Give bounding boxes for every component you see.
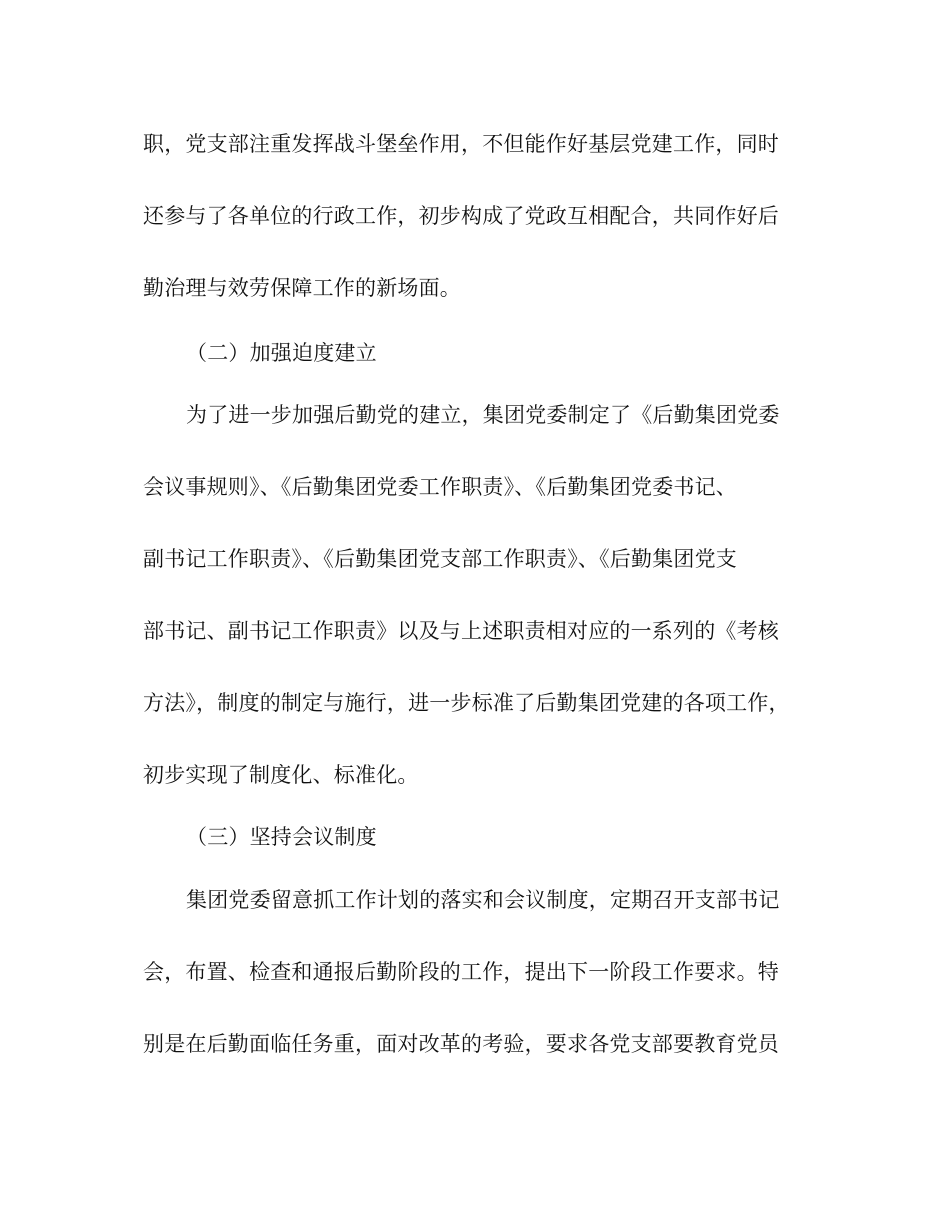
body-text-line: 副书记工作职责》、《后勤集团党支部工作职责》、《后勤集团党支 [143, 547, 737, 571]
body-text-line: 部书记、副书记工作职责》以及与上述职责相对应的一系列的《考核 [143, 619, 779, 643]
body-text-line: 别是在后勤面临任务重，面对改革的考验，要求各党支部要教育党员 [143, 1032, 779, 1056]
section-heading: （二）加强迫度建立 [186, 341, 377, 365]
body-text-line: 为了进一步加强后勤党的建立，集团党委制定了《后勤集团党委 [186, 403, 780, 427]
body-text-line: 会，布置、检查和通报后勤阶段的工作，提出下一阶段工作要求。特 [143, 960, 779, 984]
body-text-line: 还参与了各单位的行政工作，初步构成了党政互相配合，共同作好后 [143, 204, 779, 228]
body-text-line: 会议事规则》、《后勤集团党委工作职责》、《后勤集团党委书记、 [143, 475, 737, 499]
body-text-line: 勤治理与效劳保障工作的新场面。 [143, 276, 461, 300]
body-text-line: 初步实现了制度化、标准化。 [143, 763, 419, 787]
body-text-line: 集团党委留意抓工作计划的落实和会议制度，定期召开支部书记 [186, 888, 780, 912]
body-text-line: 职，党支部注重发挥战斗堡垒作用，不但能作好基层党建工作，同时 [143, 132, 779, 156]
body-text-line: 方法》，制度的制定与施行，进一步标准了后勤集团党建的各项工作， [143, 691, 790, 715]
section-heading: （三）坚持会议制度 [186, 825, 377, 849]
